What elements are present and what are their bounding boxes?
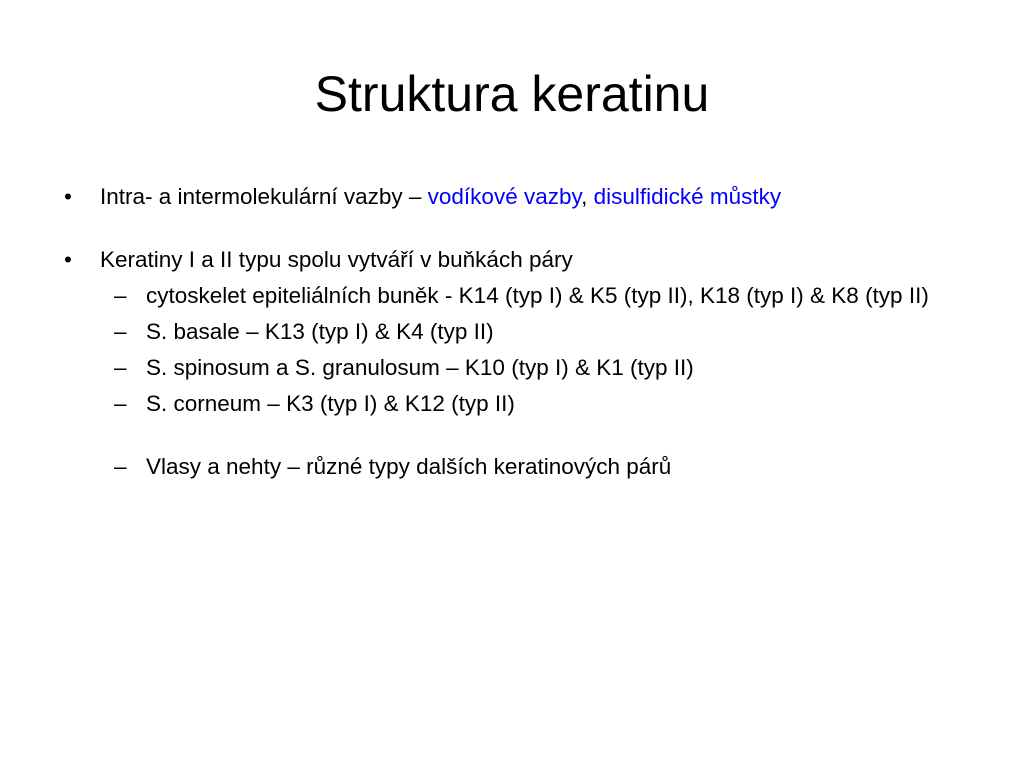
sub-item-corneum bbox=[60, 389, 980, 419]
sub-item-basale bbox=[60, 317, 980, 347]
sub-item-text: S. spinosum a S. granulosum – K10 (typ I) & K1 (typ II) bbox=[146, 355, 694, 380]
slide-content bbox=[60, 182, 980, 482]
bullet-text-lead: Intra- a intermolekulární vazby – bbox=[100, 184, 428, 209]
bullet-marker: • bbox=[64, 184, 72, 209]
dash-marker: – bbox=[114, 283, 127, 308]
dash-marker: – bbox=[114, 355, 127, 380]
dash-marker: – bbox=[114, 454, 127, 479]
separator-text: , bbox=[581, 184, 594, 209]
bullet-item-keratin-pairs bbox=[60, 245, 980, 275]
highlight-hydrogen-bonds: vodíkové vazby bbox=[427, 184, 582, 209]
sub-item-text: S. basale – K13 (typ I) & K4 (typ II) bbox=[146, 319, 494, 344]
dash-marker: – bbox=[114, 319, 127, 344]
sub-item-hair-nails bbox=[60, 452, 980, 482]
slide-title: Struktura keratinu bbox=[314, 66, 710, 122]
sub-item-text: Vlasy a nehty – různé typy dalších keratinových párů bbox=[146, 454, 672, 479]
bullet-text: Keratiny I a II typu spolu vytváří v buňkách páry bbox=[100, 247, 573, 272]
highlight-disulfide-bridges: disulfidické můstky bbox=[593, 184, 782, 209]
sub-item-spinosum bbox=[60, 353, 980, 383]
dash-marker: – bbox=[114, 391, 127, 416]
sub-item-cytoskeleton bbox=[60, 281, 980, 311]
sub-item-text: S. corneum – K3 (typ I) & K12 (typ II) bbox=[146, 391, 515, 416]
bullet-item-bonds bbox=[60, 182, 980, 212]
bullet-marker: • bbox=[64, 247, 72, 272]
sub-item-text: cytoskelet epiteliálních buněk - K14 (typ I) & K5 (typ II), K18 (typ I) & K8 (typ II) bbox=[146, 283, 929, 308]
